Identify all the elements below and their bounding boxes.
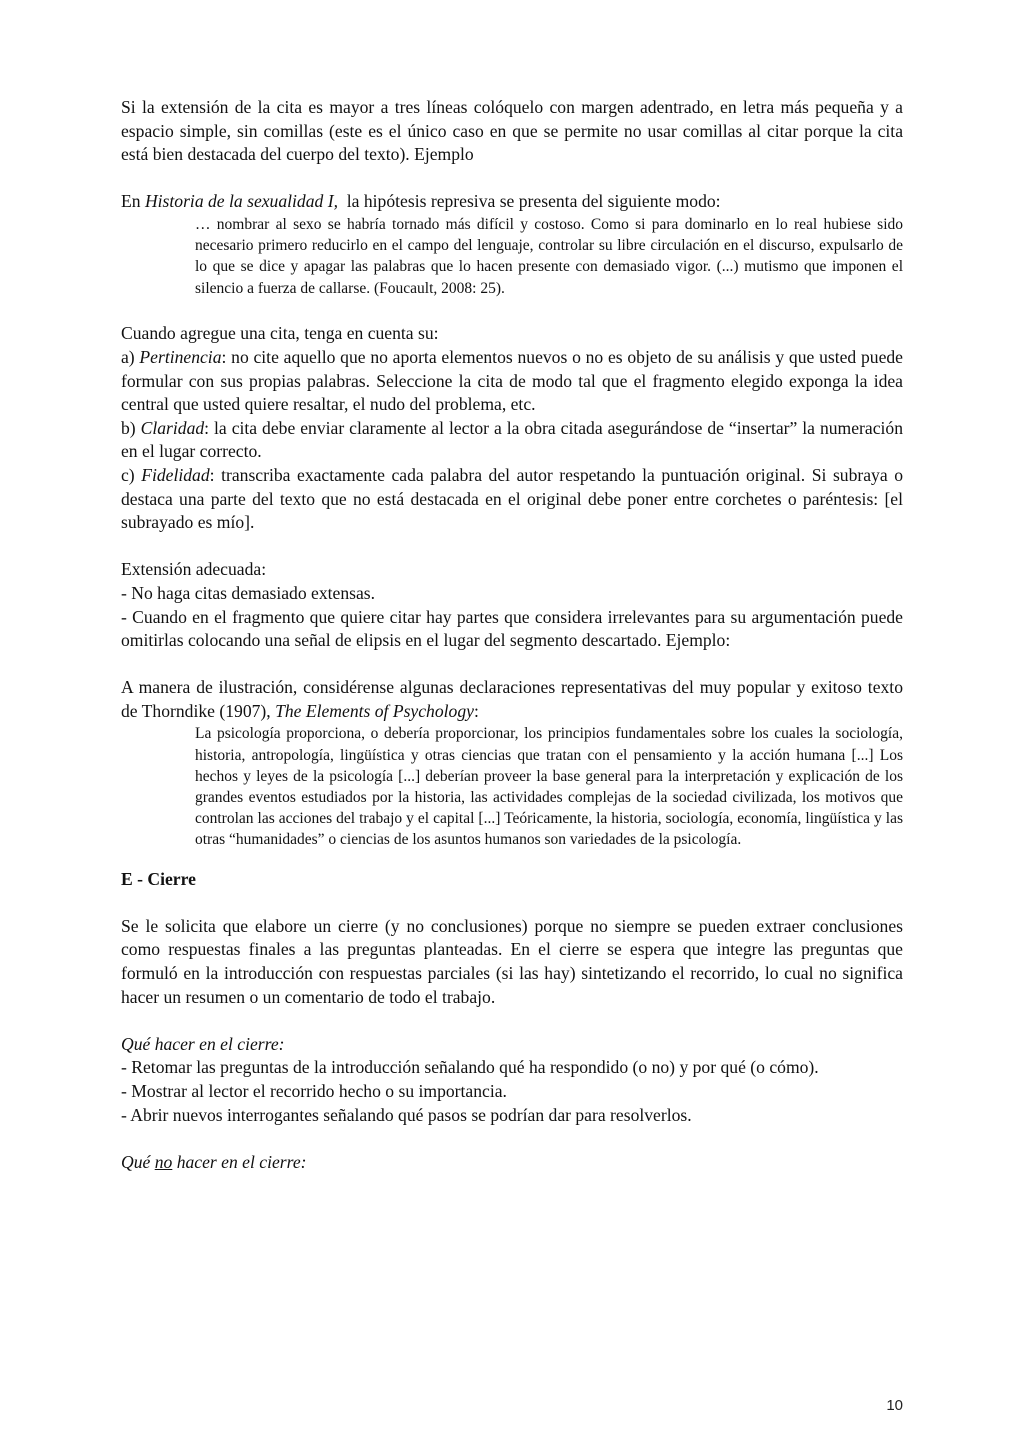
item-prefix: b)	[121, 417, 141, 438]
paragraph-quote-criteria-intro: Cuando agregue una cita, tenga en cuenta su:	[121, 323, 439, 344]
extension-item-2: - Cuando en el fragmento que quiere citar hay partes que considera irrelevantes para su argumentación puede omitirlas colocando una señal de elipsis en el lugar del segmento descartado. Ejemplo:	[121, 606, 903, 651]
text: :	[473, 700, 479, 721]
do-item-2: - Mostrar al lector el recorrido hecho o su importancia.	[121, 1081, 507, 1102]
item-prefix: c)	[121, 464, 142, 485]
item-term: Claridad	[140, 417, 205, 438]
dont-title	[121, 1151, 903, 1175]
item-text: : la cita debe enviar claramente al lector a la obra citada asegurándose de “insertar” la numeración en el lugar correcto.	[121, 417, 903, 462]
section-heading: E - Cierre	[121, 868, 196, 889]
item-term: Pertinencia	[139, 346, 222, 367]
paragraph-thorndike-intro	[121, 676, 903, 723]
text: la hipótesis represiva se presenta del siguiente modo:	[337, 191, 721, 212]
text: Qué	[121, 1151, 155, 1172]
extension-title: Extensión adecuada:	[121, 559, 267, 580]
item-text: : no cite aquello que no aporta elementos nuevos o no es objeto de su análisis y que usted puede formular con sus propias palabras. Seleccione la cita de modo tal que el fragmento elegido exponga la idea central que usted quiere resaltar, el nudo del problema, etc.	[121, 346, 903, 415]
paragraph-foucault-intro	[121, 190, 903, 214]
block-quote-thorndike: La psicología proporciona, o debería proporcionar, los principios fundamentales sobre los cuales la sociología, historia, antropología, lingüística y otras ciencias que tratan con el pensamiento y la acción humana [...] Los hechos y leyes de la psicología [...] deberían proveer la base general para la interpretación y explicación de los grandes eventos estudiados por la historia, las actividades complejas de la sociedad civilizada, los motivos que controlan las acciones del trabajo y el capital [...] Teóricamente, la historia, sociología, economía, lingüística y las otras “humanidades” o ciencias de los asuntos humanos son variedades de la psicología.	[195, 725, 903, 849]
do-title-text: Qué hacer en el cierre:	[121, 1033, 285, 1054]
criteria-item-a	[121, 346, 903, 417]
do-item-3: - Abrir nuevos interrogantes señalando qué pasos se podrían dar para resolverlos.	[121, 1104, 692, 1125]
text: En	[121, 191, 145, 212]
paragraph-quote-rule: Si la extensión de la cita es mayor a tres líneas colóquelo con margen adentrado, en letra más pequeña y a espacio simple, sin comillas (este es el único caso en que se permite no usar comillas al citar porque la cita está bien destacada del cuerpo del texto). Ejemplo	[121, 97, 903, 165]
block-quote-foucault: … nombrar al sexo se habría tornado más difícil y costoso. Como si para dominarlo en lo real hubiese sido necesario primero reducirlo en el campo del lenguaje, controlar su libre circulación en el discurso, expulsarlo de lo que se dice y apagar las palabras que lo hacen presente con demasiado vigor. (...) mutismo que imponen el silencio a fuerza de callarse. (Foucault, 2008: 25).	[195, 215, 903, 297]
item-prefix: a)	[121, 346, 140, 367]
extension-item-1: - No haga citas demasiado extensas.	[121, 582, 376, 603]
book-title: The Elements of Psychology	[275, 700, 474, 721]
page-number: 10	[886, 1397, 903, 1414]
do-item-1: - Retomar las preguntas de la introducción señalando qué ha respondido (o no) y por qué (o cómo).	[121, 1057, 819, 1078]
paragraph-cierre: Se le solicita que elabore un cierre (y no conclusiones) porque no siempre se pueden extraer conclusiones como respuestas finales a las preguntas planteadas. En el cierre se espera que integre las preguntas que formuló en la introducción con respuestas parciales (si las hay) sintetizando el recorrido, lo cual no significa hacer un resumen o un comentario de todo el trabajo.	[121, 915, 903, 1007]
underlined-text: no	[154, 1151, 173, 1172]
criteria-item-c	[121, 464, 903, 535]
item-text: : transcriba exactamente cada palabra del autor respetando la puntuación original. Si subraya o destaca una parte del texto que no está destacada en el original debe poner entre corchetes o paréntesis: [el subrayado es mío].	[121, 464, 904, 533]
text: A manera de ilustración, considérense algunas declaraciones representativas del muy popular y exitoso texto de Thorndike (1907),	[121, 677, 903, 721]
do-title	[121, 1033, 903, 1057]
text: hacer en el cierre:	[172, 1151, 307, 1172]
item-term: Fidelidad	[141, 464, 210, 485]
criteria-item-b	[121, 417, 903, 464]
book-title: Historia de la sexualidad I,	[144, 191, 338, 212]
